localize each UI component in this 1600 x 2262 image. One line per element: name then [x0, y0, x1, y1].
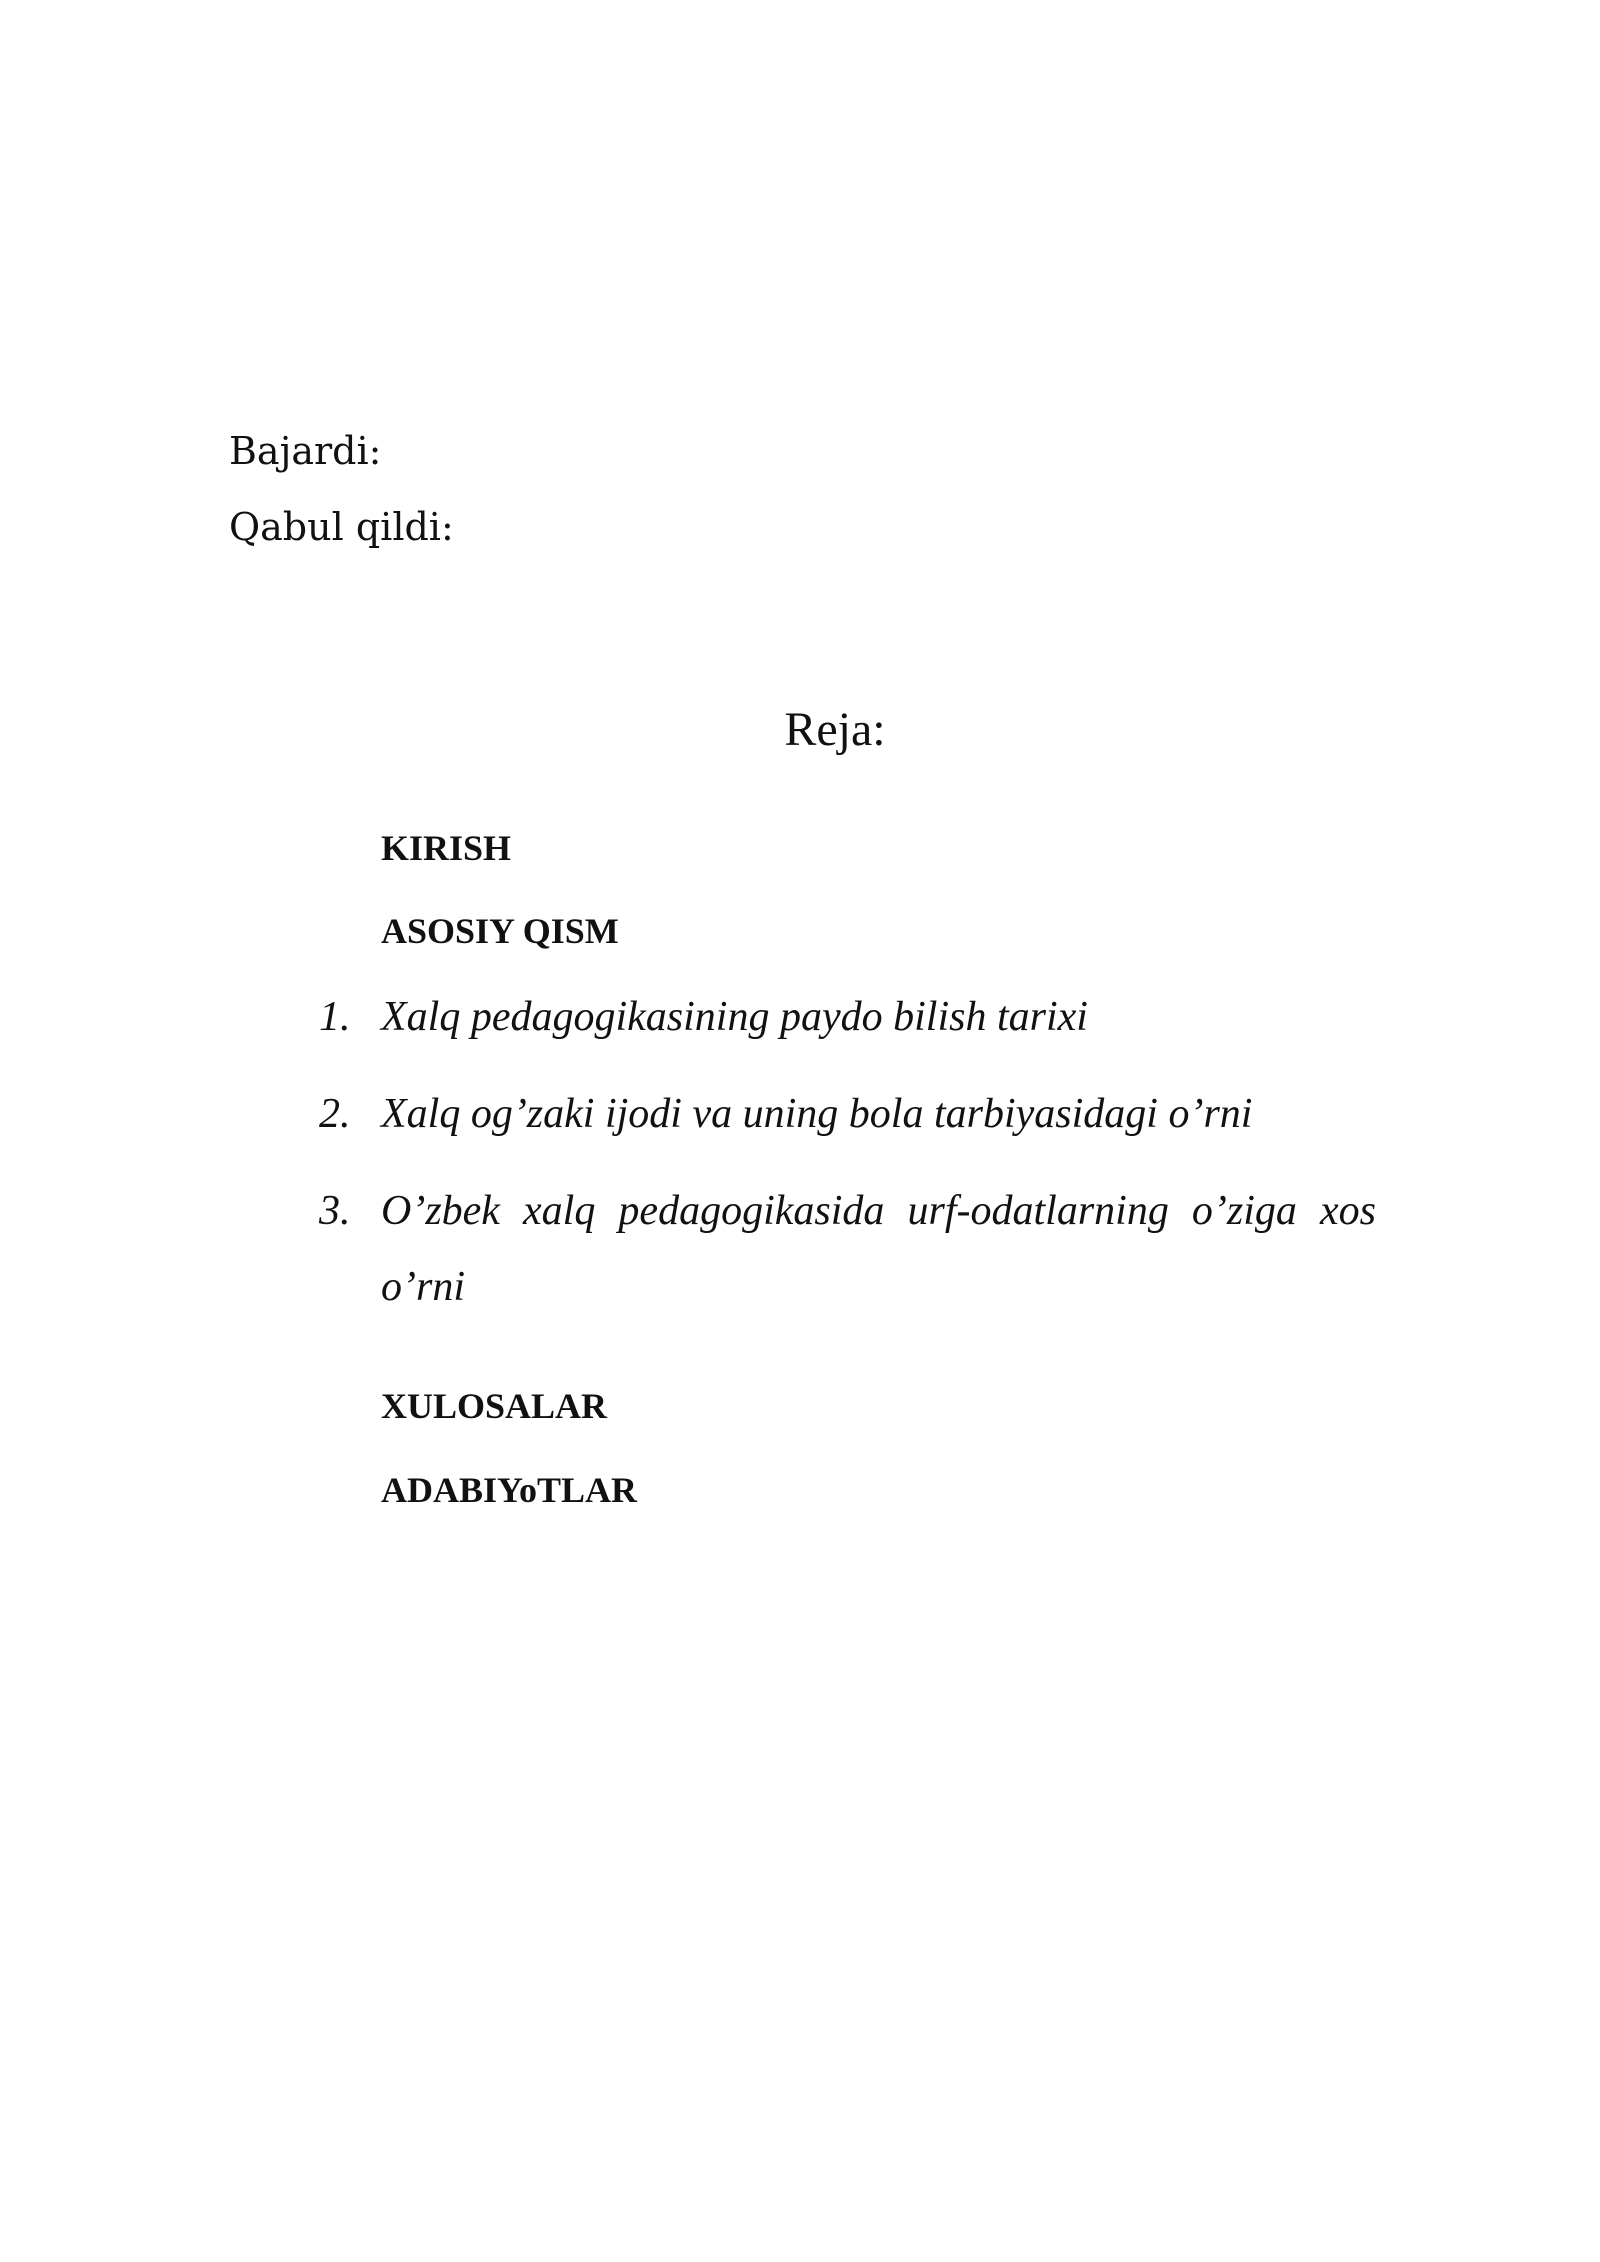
list-item-number: 1.: [319, 994, 351, 1040]
list-item-number: 3.: [319, 1188, 351, 1234]
bajardi-label: Bajardi:: [229, 429, 382, 473]
list-item-number: 2.: [319, 1091, 351, 1137]
list-item-text: Xalq pedagogikasining paydo bilish tarixi: [381, 994, 1088, 1040]
plan-title: Reja:: [784, 703, 886, 756]
list-item-text: O’zbek xalq pedagogikasida urf-odatlarning o’ziga xos: [381, 1188, 1376, 1234]
qabul-qildi-label: Qabul qildi:: [229, 505, 454, 549]
conclusion-heading: XULOSALAR: [381, 1386, 608, 1426]
main-part-heading: ASOSIY QISM: [381, 911, 619, 951]
intro-heading: KIRISH: [381, 828, 512, 868]
references-heading: ADABIYoTLAR: [381, 1470, 638, 1510]
list-item-text: Xalq og’zaki ijodi va uning bola tarbiyasidagi o’rni: [381, 1091, 1253, 1137]
list-item-text-continuation: o’rni: [381, 1264, 465, 1310]
